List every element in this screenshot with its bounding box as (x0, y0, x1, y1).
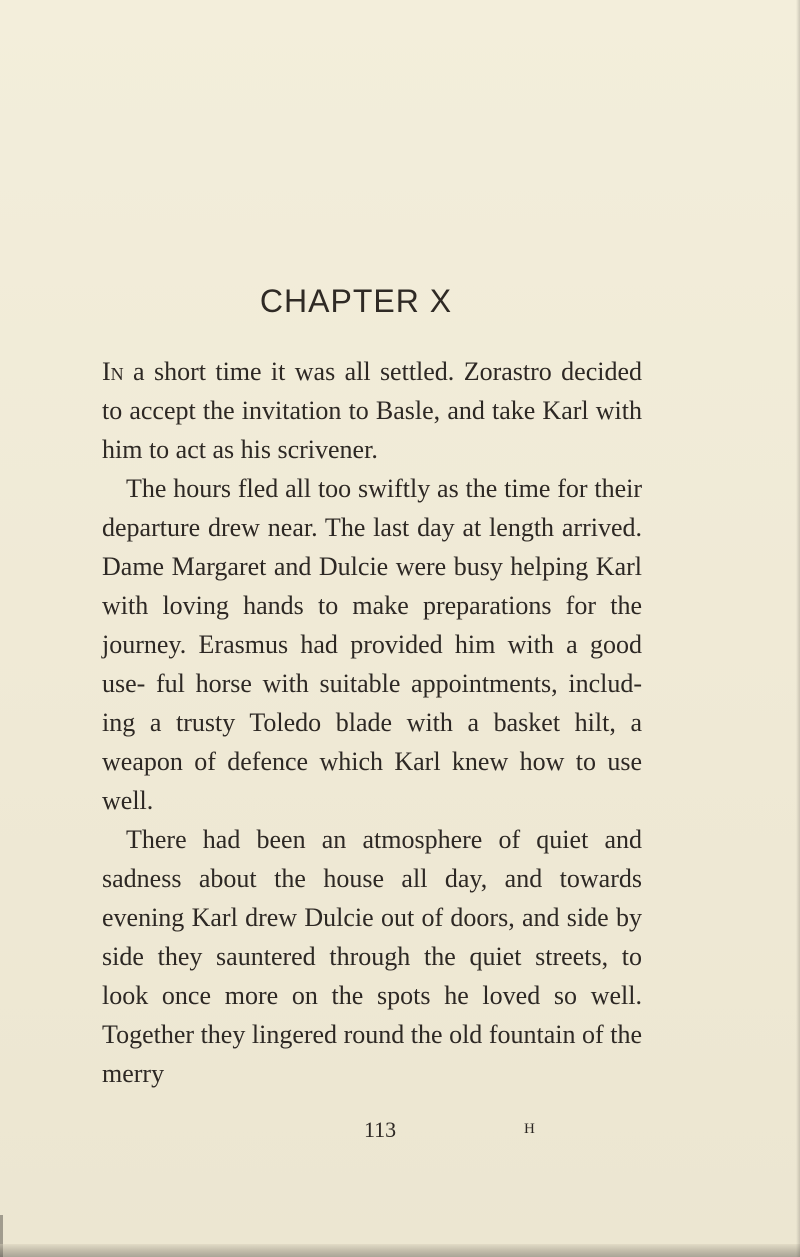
page-number: 113 (364, 1117, 397, 1142)
page-footer (0, 1117, 800, 1147)
page-right-edge (796, 0, 800, 1257)
chapter-title: CHAPTER X (259, 283, 453, 319)
page-bottom-edge (0, 1244, 800, 1257)
chapter-body (102, 352, 642, 1093)
paragraph-2: The hours fled all too swiftly as the time for their departure drew near. The last day at length arrived. Dame Margaret and Dulcie were busy helping Karl with loving hands to make preparations for the journey. Erasmus had provided him with a good use- ful horse with suitable appointments, includ- ing a trusty Toledo blade with a basket hilt, a weapon of defence which Karl knew how to use well. (102, 474, 642, 815)
signature-mark: H (524, 1121, 535, 1137)
opening-word: In (102, 357, 124, 386)
paragraph-1-text: a short time it was all settled. Zorastro decided to accept the invitation to Basle, and take Karl with him to act as his scrivener. (102, 357, 642, 464)
paragraph-1 (102, 352, 642, 469)
paragraph-3: There had been an atmosphere of quiet and sadness about the house all day, and towards evening Karl drew Dulcie out of doors, and side by side they sauntered through the quiet streets, to look once more on the spots he loved so well. Together they lingered round the old fountain of the merry (102, 825, 642, 1088)
